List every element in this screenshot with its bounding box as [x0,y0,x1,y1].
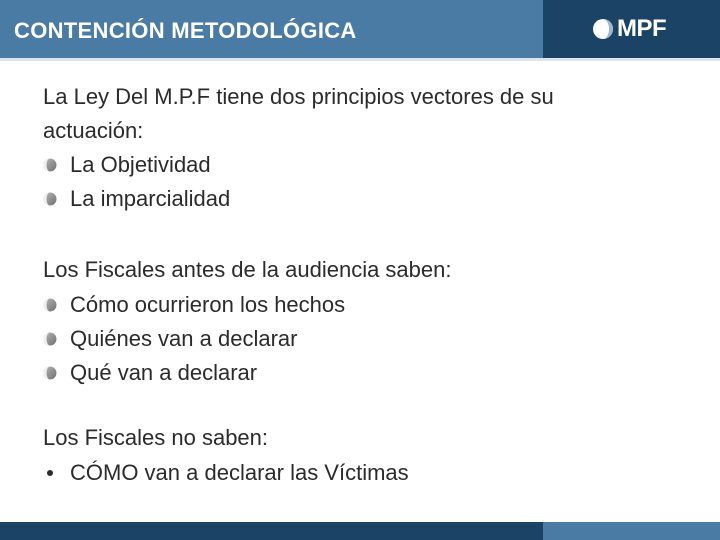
logo-text: MPF [617,15,667,42]
half-sphere-bullet-icon [43,298,57,312]
half-sphere-bullet-icon [43,366,57,380]
section-intro: Los Fiscales no saben: [43,425,269,450]
section-principles [43,80,683,216]
list-item-label: CÓMO van a declarar las Víctimas [70,460,409,485]
slide-content [43,80,683,490]
dot-bullet-icon [47,470,53,476]
footer-band-accent [543,522,720,540]
list-item-label: Quiénes van a declarar [70,326,298,351]
list-item [43,456,683,490]
list-item [43,356,683,390]
bullet-list [43,148,683,216]
section-intro: Los Fiscales antes de la audiencia saben: [43,257,452,282]
list-item-label: Qué van a declarar [70,360,258,385]
list-item [43,148,683,182]
section-fiscales-saben [43,252,683,390]
section-intro: La Ley Del M.P.F tiene dos principios vectores de su actuación: [43,84,554,143]
list-item-label: Cómo ocurrieron los hechos [70,292,346,317]
list-item [43,182,683,216]
header-separator [0,58,720,61]
list-item [43,288,683,322]
bullet-list [43,288,683,390]
mpf-logo [592,14,666,44]
list-item-label: La imparcialidad [70,186,231,211]
bullet-list [43,456,683,490]
slide-title: CONTENCIÓN METODOLÓGICA [14,18,357,43]
half-sphere-bullet-icon [43,192,57,206]
half-sphere-bullet-icon [43,332,57,346]
section-fiscales-no-saben [43,420,683,490]
half-sphere-bullet-icon [43,158,57,172]
list-item [43,322,683,356]
list-item-label: La Objetividad [70,152,211,177]
mpf-logo-icon [592,18,614,40]
footer-band [0,522,543,540]
